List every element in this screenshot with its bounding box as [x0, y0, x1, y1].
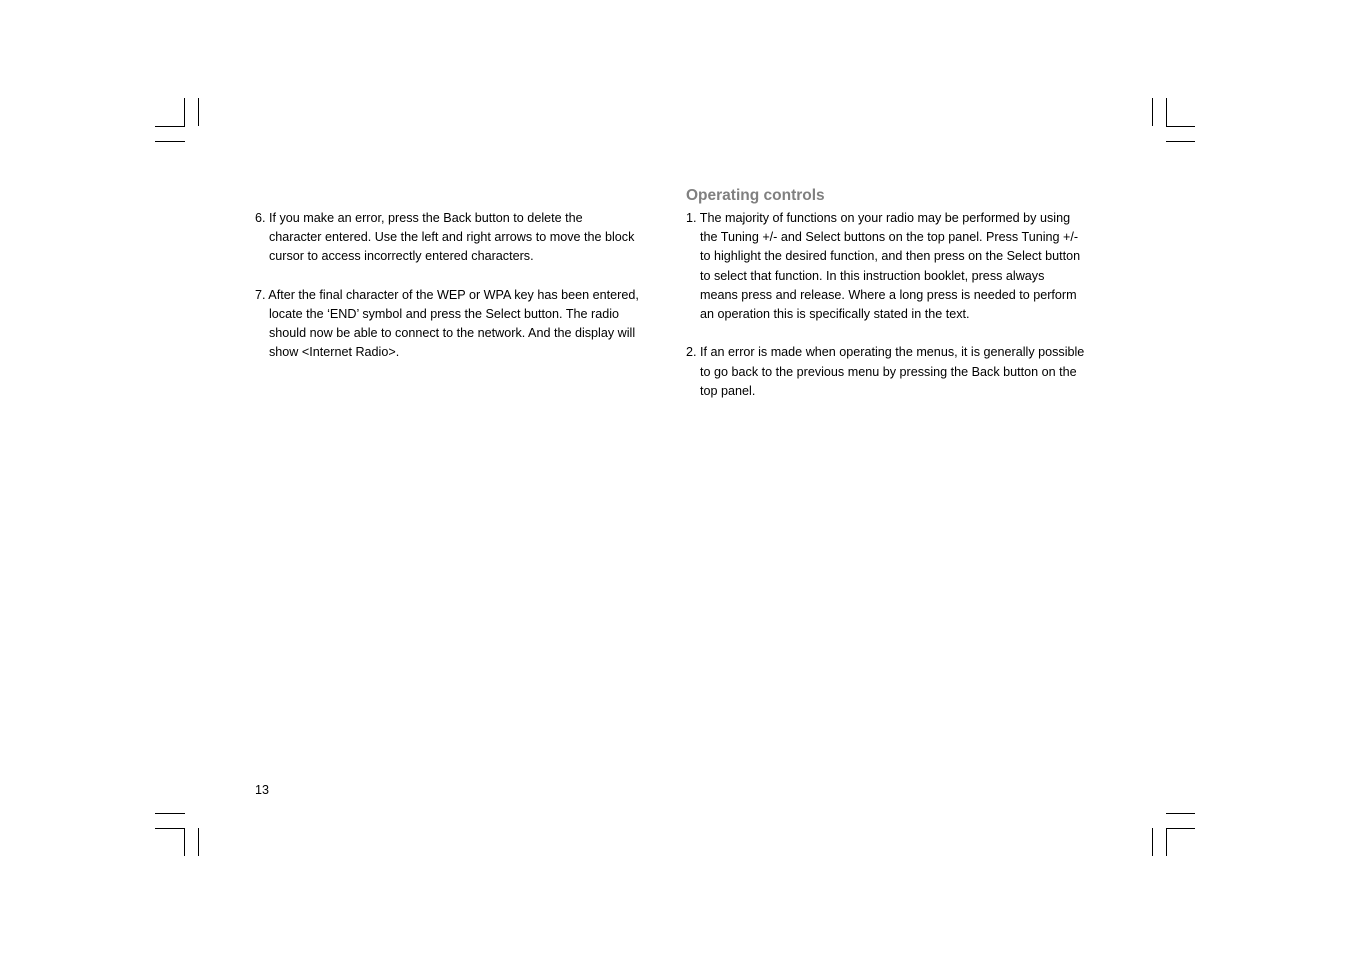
instruction-line: locate the ‘END’ symbol and press the Select button. The radio — [269, 307, 620, 321]
instruction-line: to highlight the desired function, and then press on the Select button — [700, 249, 1081, 264]
instruction-line: to go back to the previous menu by pressing the Back button on the — [700, 364, 1077, 379]
crop-mark-top-right-v1 — [1152, 98, 1153, 126]
page-number: 13 — [255, 783, 270, 797]
instruction-line: 2. If an error is made when operating the menus, it is generally possible — [686, 345, 1085, 360]
crop-mark-top-left-h1 — [155, 126, 185, 127]
crop-mark-bottom-right-h2 — [1166, 828, 1195, 829]
crop-mark-top-right-v2 — [1166, 98, 1167, 126]
operating-item-2 — [686, 343, 1106, 401]
crop-mark-top-right-h1 — [1166, 126, 1195, 127]
instruction-line: the Tuning +/- and Select buttons on the top panel. Press Tuning +/- — [700, 230, 1079, 245]
crop-mark-bottom-left-v2 — [198, 828, 199, 856]
section-heading: Operating controls — [686, 187, 825, 204]
instruction-item-7 — [255, 286, 665, 363]
crop-mark-top-left-h2 — [155, 141, 185, 142]
crop-mark-bottom-left-v1 — [184, 828, 185, 856]
crop-mark-bottom-left-h2 — [155, 828, 185, 829]
instruction-line: character entered. Use the left and right arrows to move the block — [269, 230, 635, 245]
instruction-line: means press and release. Where a long press is needed to perform — [700, 287, 1077, 302]
instruction-line: should now be able to connect to the network. And the display will — [269, 326, 636, 341]
crop-mark-top-right-h2 — [1166, 141, 1195, 142]
left-column — [255, 209, 665, 382]
instruction-line: top panel. — [700, 383, 756, 398]
instruction-line: an operation this is specifically stated in the text. — [700, 307, 970, 322]
instruction-line: show <Internet Radio>. — [269, 345, 400, 360]
instruction-line: 7. After the final character of the WEP or WPA key has been entered, — [255, 287, 639, 302]
instruction-line: 1. The majority of functions on your radio may be performed by using — [686, 211, 1071, 225]
right-column — [686, 186, 1106, 420]
crop-mark-top-left-v1 — [184, 98, 185, 126]
instruction-item-6 — [255, 209, 665, 267]
crop-mark-bottom-right-v2 — [1166, 828, 1167, 856]
operating-item-1 — [686, 209, 1106, 324]
crop-mark-bottom-left-h1 — [155, 813, 185, 814]
instruction-line: 6. If you make an error, press the Back button to delete the — [255, 211, 583, 225]
crop-mark-bottom-right-v1 — [1152, 828, 1153, 856]
crop-mark-top-left-v2 — [198, 98, 199, 126]
crop-mark-bottom-right-h1 — [1166, 813, 1195, 814]
instruction-line: to select that function. In this instruction booklet, press always — [700, 268, 1045, 283]
instruction-line: cursor to access incorrectly entered characters. — [269, 249, 534, 264]
